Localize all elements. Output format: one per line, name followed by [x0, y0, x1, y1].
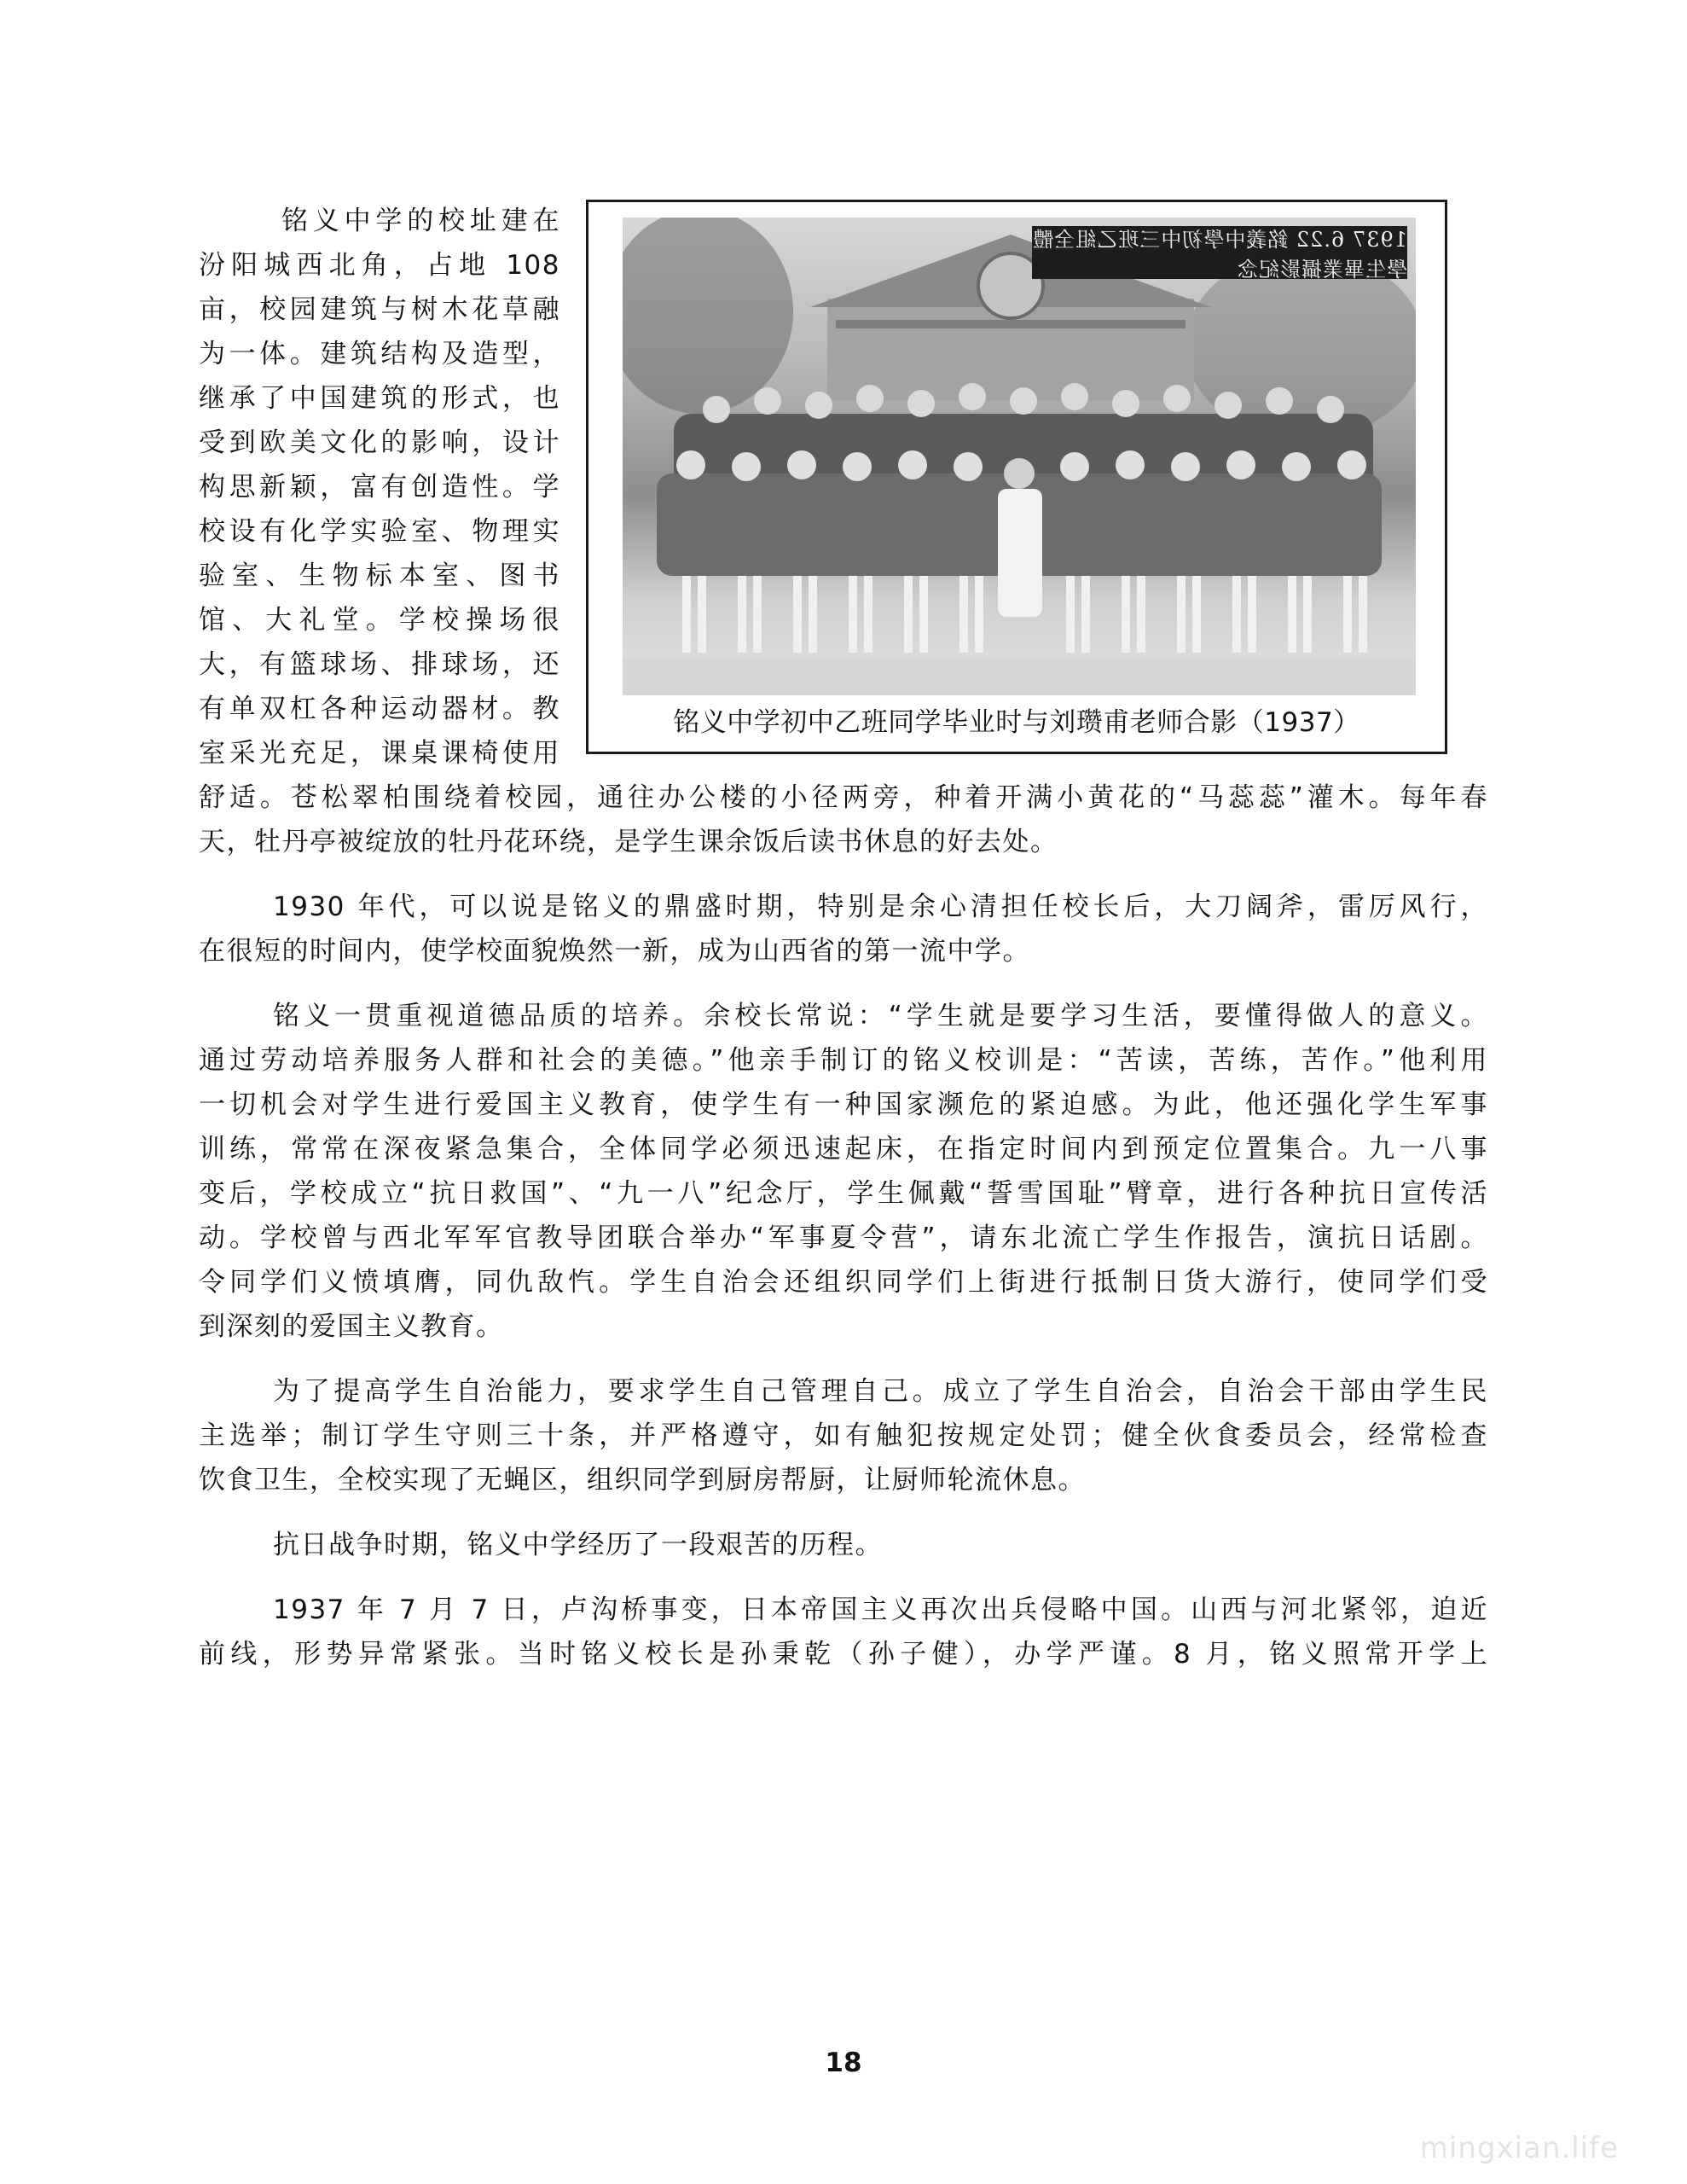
text-line: 在很短的时间内，使学校面貌焕然一新，成为山西省的第一流中学。	[199, 936, 1030, 967]
text-line: 铭义一贯重视道德品质的培养。余校长常说：“学生就是要学习生活，要懂得做人的意义。	[273, 1001, 1488, 1031]
text-line: 校设有化学实验室、物理实	[199, 516, 560, 547]
text-line: 饮食卫生，全校实现了无蝇区，组织同学到厨房帮厨，让厨师轮流休息。	[199, 1465, 1086, 1496]
photo-figure	[586, 200, 1447, 754]
watermark: mingxian.life	[1419, 2131, 1619, 2165]
text-line: 大，有篮球场、排球场，还	[199, 649, 560, 680]
text-line: 令同学们义愤填膺，同仇敌忾。学生自治会还组织同学们上街进行抵制日货大游行，使同学们受	[199, 1267, 1488, 1298]
text-line: 构思新颖，富有创造性。学	[199, 472, 560, 502]
text-line: 舒适。苍松翠柏围绕着校园，通往办公楼的小径两旁，种着开满小黄花的“马蕊蕊”灌木。每年春	[199, 782, 1488, 813]
text-line: 动。学校曾与西北军军官教导团联合举办“军事夏令营”，请东北流亡学生作报告，演抗日话剧。	[199, 1223, 1488, 1253]
photo-banner: 1937 6.22 銘義中學初中三班乙組全體學生畢業攝影紀念	[1032, 228, 1407, 282]
text-line: 1937 年 7 月 7 日，卢沟桥事变，日本帝国主义再次出兵侵略中国。山西与河北紧邻，迫近	[273, 1594, 1488, 1625]
page-number: 18	[825, 2048, 862, 2078]
photo-caption: 铭义中学初中乙班同学毕业时与刘瓒甫老师合影（1937）	[673, 707, 1360, 738]
text-line: 到深刻的爱国主义教育。	[199, 1311, 504, 1342]
text-line: 前线，形势异常紧张。当时铭义校长是孙秉乾（孙子健），办学严谨。8 月，铭义照常开学上	[199, 1639, 1488, 1670]
text-line: 汾阳城西北角，占地 108	[199, 250, 560, 281]
text-line: 铭义中学的校址建在	[281, 206, 560, 236]
text-line: 变后，学校成立“抗日救国”、“九一八”纪念厅，学生佩戴“誓雪国耻”臂章，进行各种抗日宣传活	[199, 1178, 1488, 1209]
text-line: 训练，常常在深夜紧急集合，全体同学必须迅速起床，在指定时间内到预定位置集合。九一八事	[199, 1134, 1488, 1165]
text-line: 受到欧美文化的影响，设计	[199, 427, 560, 458]
text-line: 室采光充足，课桌课椅使用	[199, 738, 560, 769]
text-line: 为一体。建筑结构及造型，	[199, 339, 560, 369]
class-photo	[623, 218, 1416, 695]
text-line: 为了提高学生自治能力，要求学生自己管理自己。成立了学生自治会，自治会干部由学生民	[273, 1376, 1488, 1407]
text-line: 继承了中国建筑的形式，也	[199, 383, 560, 414]
text-line: 通过劳动培养服务人群和社会的美德。”他亲手制订的铭义校训是：“苦读，苦练，苦作。”他利用	[199, 1045, 1488, 1076]
text-line: 1930 年代，可以说是铭义的鼎盛时期，特别是余心清担任校长后，大刀阔斧，雷厉风行，	[273, 892, 1488, 922]
text-line: 亩，校园建筑与树木花草融	[199, 294, 560, 325]
text-line: 天，牡丹亭被绽放的牡丹花环绕，是学生课余饭后读书休息的好去处。	[199, 827, 1058, 857]
text-line: 有单双杠各种运动器材。教	[199, 694, 560, 724]
class-photo-illustration	[623, 218, 1416, 695]
text-line: 抗日战争时期，铭义中学经历了一段艰苦的历程。	[273, 1530, 883, 1560]
text-line: 主选举；制订学生守则三十条，并严格遵守，如有触犯按规定处罚；健全伙食委员会，经常检查	[199, 1420, 1488, 1451]
text-line: 馆、大礼堂。学校操场很	[199, 605, 560, 636]
text-line: 一切机会对学生进行爱国主义教育，使学生有一种国家濒危的紧迫感。为此，他还强化学生军事	[199, 1089, 1488, 1120]
text-line: 验室、生物标本室、图书	[199, 561, 560, 591]
